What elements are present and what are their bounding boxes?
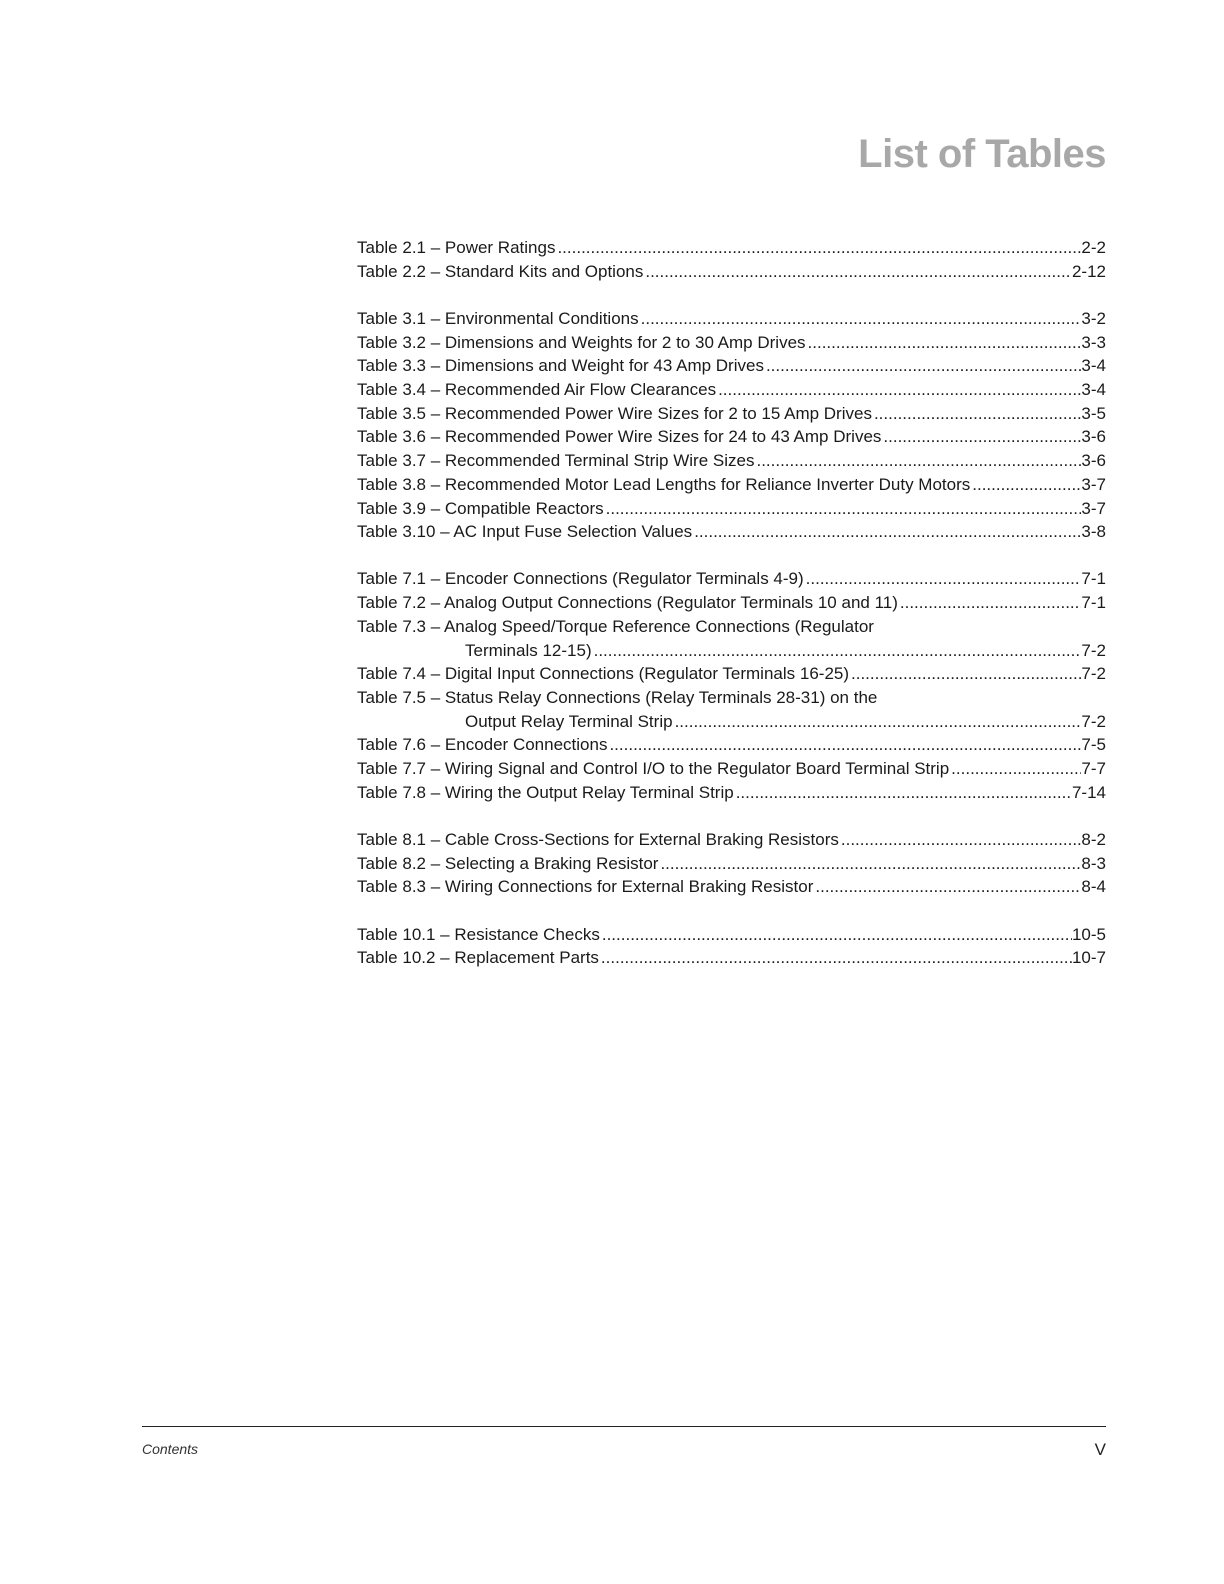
toc-entry-title: Table 3.2 – Dimensions and Weights for 2 to 30 Amp Drives	[357, 332, 806, 352]
toc-entry-page: 3-4	[1081, 356, 1106, 376]
toc-entry-title: Table 3.3 – Dimensions and Weight for 43 Amp Drives	[357, 356, 764, 376]
toc-entry-page: 10-7	[1071, 948, 1106, 968]
toc-entry[interactable]	[357, 567, 1106, 591]
toc-entry-title: Table 3.9 – Compatible Reactors	[357, 498, 604, 518]
toc-entry-title: Table 3.8 – Recommended Motor Lead Lengths for Reliance Inverter Duty Motors	[357, 474, 971, 494]
dot-leader	[881, 425, 1081, 449]
toc-entry-page: 2-2	[1081, 238, 1106, 257]
toc-group	[357, 567, 1106, 804]
toc-entry-page: 10-5	[1071, 924, 1106, 944]
toc-entry-page: 3-6	[1081, 451, 1106, 471]
toc-entry-title-continuation: Output Relay Terminal Strip	[465, 711, 673, 731]
dot-leader	[813, 875, 1081, 899]
dot-leader	[898, 591, 1082, 615]
dot-leader	[599, 946, 1072, 970]
toc-entry-title: Table 7.1 – Encoder Connections (Regulator Terminals 4-9)	[357, 569, 804, 589]
toc-entry-title: Table 10.1 – Resistance Checks	[357, 924, 600, 944]
toc-entry-page: 3-3	[1081, 332, 1106, 352]
toc-entry[interactable]	[357, 757, 1106, 781]
toc-entry-page: 8-2	[1081, 829, 1106, 849]
toc-entry-page: 7-1	[1081, 593, 1106, 613]
toc-entry[interactable]	[357, 946, 1106, 970]
dot-leader	[804, 567, 1082, 591]
toc-entry-title: Table 3.5 – Recommended Power Wire Sizes for 2 to 15 Amp Drives	[357, 403, 872, 423]
dot-leader	[839, 828, 1082, 852]
dot-leader	[754, 449, 1081, 473]
toc-entry-title: Table 3.4 – Recommended Air Flow Clearances	[357, 380, 717, 400]
toc-entry-page: 7-5	[1081, 735, 1106, 755]
toc-entry-page: 7-7	[1081, 759, 1106, 779]
toc-group	[357, 307, 1106, 544]
page-title: List of Tables	[858, 132, 1106, 176]
toc-entry-title: Table 3.6 – Recommended Power Wire Sizes for 24 to 43 Amp Drives	[357, 427, 882, 447]
dot-leader	[607, 733, 1081, 757]
toc-entry-page: 3-6	[1081, 427, 1106, 447]
toc-entry-page: 7-1	[1081, 569, 1106, 589]
dot-leader	[673, 710, 1082, 734]
dot-leader	[639, 307, 1082, 331]
footer-divider	[142, 1426, 1106, 1427]
toc-entry-page: 3-7	[1081, 498, 1106, 518]
toc-entry-title: Table 7.6 – Encoder Connections	[357, 735, 608, 755]
toc-entry-page: 3-8	[1081, 522, 1106, 542]
toc-entry-page: 3-4	[1081, 380, 1106, 400]
toc-entry-page: 3-7	[1081, 474, 1106, 494]
toc-entry-title: Table 8.2 – Selecting a Braking Resistor	[357, 853, 659, 873]
footer-page-number: V	[1094, 1440, 1106, 1459]
toc-entry-title: Table 3.7 – Recommended Terminal Strip Wire Sizes	[357, 451, 755, 471]
toc-entry-title: Table 7.7 – Wiring Signal and Control I/O to the Regulator Board Terminal Strip	[357, 759, 950, 779]
toc-entry-page: 7-2	[1081, 711, 1106, 731]
toc-entry-page: 7-14	[1071, 782, 1106, 802]
dot-leader	[764, 354, 1081, 378]
toc-entry[interactable]	[357, 781, 1106, 805]
toc-entry-title: Table 2.2 – Standard Kits and Options	[357, 261, 644, 281]
dot-leader	[970, 473, 1081, 497]
toc-entry-title: Table 3.10 – AC Input Fuse Selection Values	[357, 522, 693, 542]
toc-entry[interactable]	[357, 402, 1106, 426]
toc-entry[interactable]	[357, 425, 1106, 449]
dot-leader	[692, 520, 1081, 544]
toc-entry[interactable]	[357, 591, 1106, 615]
toc-entry[interactable]	[357, 307, 1106, 331]
toc-entry[interactable]	[357, 875, 1106, 899]
toc-entry-page: 8-3	[1081, 853, 1106, 873]
toc-entry[interactable]	[357, 378, 1106, 402]
dot-leader	[734, 781, 1072, 805]
toc-entry-title: Table 8.1 – Cable Cross-Sections for External Braking Resistors	[357, 829, 839, 849]
dot-leader	[658, 852, 1081, 876]
toc-entry-title-continuation: Terminals 12-15)	[465, 640, 592, 660]
toc-entry[interactable]	[357, 923, 1106, 947]
toc-entry-page: 7-2	[1081, 640, 1106, 660]
toc-entry-page: 2-12	[1071, 261, 1106, 281]
toc-entry-page: 3-2	[1081, 308, 1106, 328]
toc-entry-title: Table 10.2 – Replacement Parts	[357, 948, 599, 968]
toc-entry[interactable]	[357, 331, 1106, 355]
toc-entry[interactable]	[357, 852, 1106, 876]
toc-entry[interactable]	[357, 260, 1106, 284]
toc-entry-page: 7-2	[1081, 664, 1106, 684]
toc-entry-page: 3-5	[1081, 403, 1106, 423]
dot-leader	[592, 639, 1082, 663]
dot-leader	[949, 757, 1081, 781]
toc-entry-page: 8-4	[1081, 877, 1106, 897]
toc-entry-title: Table 2.1 – Power Ratings	[357, 238, 556, 257]
toc-entry[interactable]	[357, 733, 1106, 757]
footer-section-name: Contents	[142, 1441, 199, 1457]
toc-entry-title: Table 7.2 – Analog Output Connections (Regulator Terminals 10 and 11)	[357, 593, 898, 613]
toc-entry[interactable]	[357, 497, 1106, 521]
toc-entry[interactable]	[357, 449, 1106, 473]
dot-leader	[643, 260, 1072, 284]
dot-leader	[849, 662, 1081, 686]
toc-entry[interactable]	[357, 615, 1106, 662]
toc-entry-title: Table 7.5 – Status Relay Connections (Relay Terminals 28-31) on the	[357, 687, 878, 707]
dot-leader	[872, 402, 1081, 426]
toc-entry-title: Table 7.3 – Analog Speed/Torque Reference Connections (Regulator	[357, 616, 874, 636]
toc-entry[interactable]	[357, 354, 1106, 378]
toc-entry[interactable]	[357, 473, 1106, 497]
table-of-contents	[357, 236, 1106, 993]
toc-entry-title: Table 8.3 – Wiring Connections for External Braking Resistor	[357, 877, 814, 897]
dot-leader	[600, 923, 1072, 947]
dot-leader	[806, 331, 1082, 355]
toc-entry[interactable]	[357, 236, 1106, 260]
toc-entry-title: Table 7.8 – Wiring the Output Relay Terminal Strip	[357, 782, 734, 802]
toc-entry[interactable]	[357, 520, 1106, 544]
toc-entry[interactable]	[357, 686, 1106, 733]
dot-leader	[716, 378, 1081, 402]
toc-entry-title: Table 7.4 – Digital Input Connections (Regulator Terminals 16-25)	[357, 664, 850, 684]
dot-leader	[604, 497, 1082, 521]
toc-entry[interactable]	[357, 828, 1106, 852]
toc-group	[357, 828, 1106, 899]
toc-group	[357, 923, 1106, 970]
toc-group	[357, 236, 1106, 283]
toc-entry[interactable]	[357, 662, 1106, 686]
toc-entry-title: Table 3.1 – Environmental Conditions	[357, 308, 639, 328]
dot-leader	[555, 236, 1081, 260]
